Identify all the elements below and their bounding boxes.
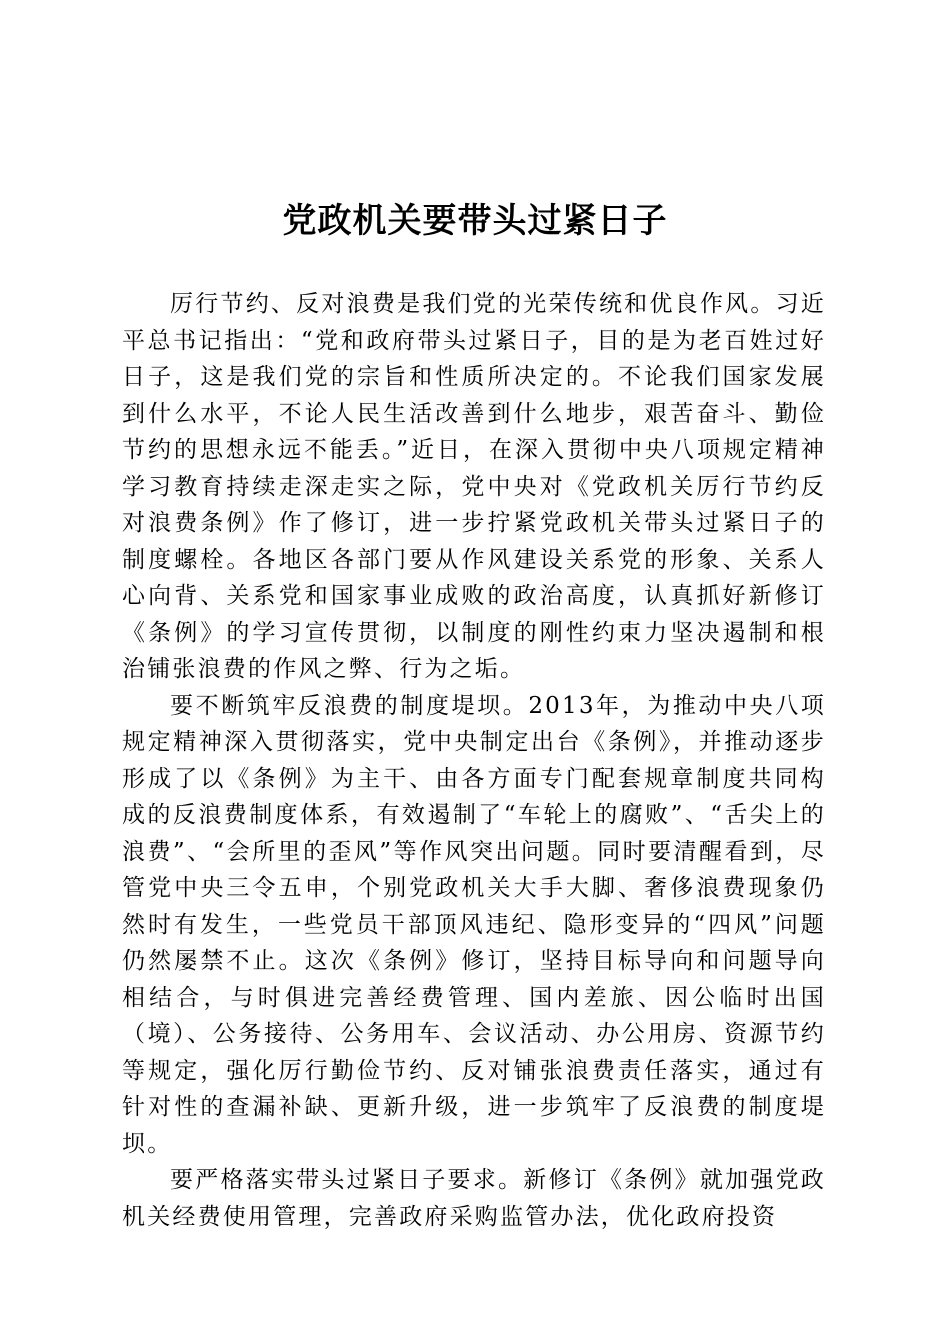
document-body [122,286,826,1235]
paragraph: 要不断筑牢反浪费的制度堤坝。2013年，为推动中央八项规定精神深入贯彻落实，党中央制定出台《条例》，并推动逐步形成了以《条例》为主干、由各方面专门配套规章制度共同构成的反浪费制度体系，有效遏制了“车轮上的腐败”、“舌尖上的浪费”、“会所里的歪风”等作风突出问题。同时要清醒看到，尽管党中央三令五申，个别党政机关大手大脚、奢侈浪费现象仍然时有发生，一些党员干部顶风违纪、隐形变异的“四风”问题仍然屡禁不止。这次《条例》修订，坚持目标导向和问题导向相结合，与时俱进完善经费管理、国内差旅、因公临时出国（境）、公务接待、公务用车、会议活动、办公用房、资源节约等规定，强化厉行勤俭节约、反对铺张浪费责任落实，通过有针对性的查漏补缺、更新升级，进一步筑牢了反浪费的制度堤坝。 [122,692,826,1157]
paragraph: 要严格落实带头过紧日子要求。新修订《条例》就加强党政机关经费使用管理，完善政府采购监管办法，优化政府投资 [122,1167,826,1230]
document-title: 党政机关要带头过紧日子 [282,201,668,241]
paragraph: 厉行节约、反对浪费是我们党的光荣传统和优良作风。习近平总书记指出：“党和政府带头过紧日子，目的是为老百姓过好日子，这是我们党的宗旨和性质所决定的。不论我们国家发展到什么水平，不论人民生活改善到什么地步，艰苦奋斗、勤俭节约的思想永远不能丢。”近日，在深入贯彻中央八项规定精神学习教育持续走深走实之际，党中央对《党政机关厉行节约反对浪费条例》作了修订，进一步拧紧党政机关带头过紧日子的制度螺栓。各地区各部门要从作风建设关系党的形象、关系人心向背、关系党和国家事业成败的政治高度，认真抓好新修订《条例》的学习宣传贯彻，以制度的刚性约束力坚决遏制和根治铺张浪费的作风之弊、行为之垢。 [122,291,826,682]
